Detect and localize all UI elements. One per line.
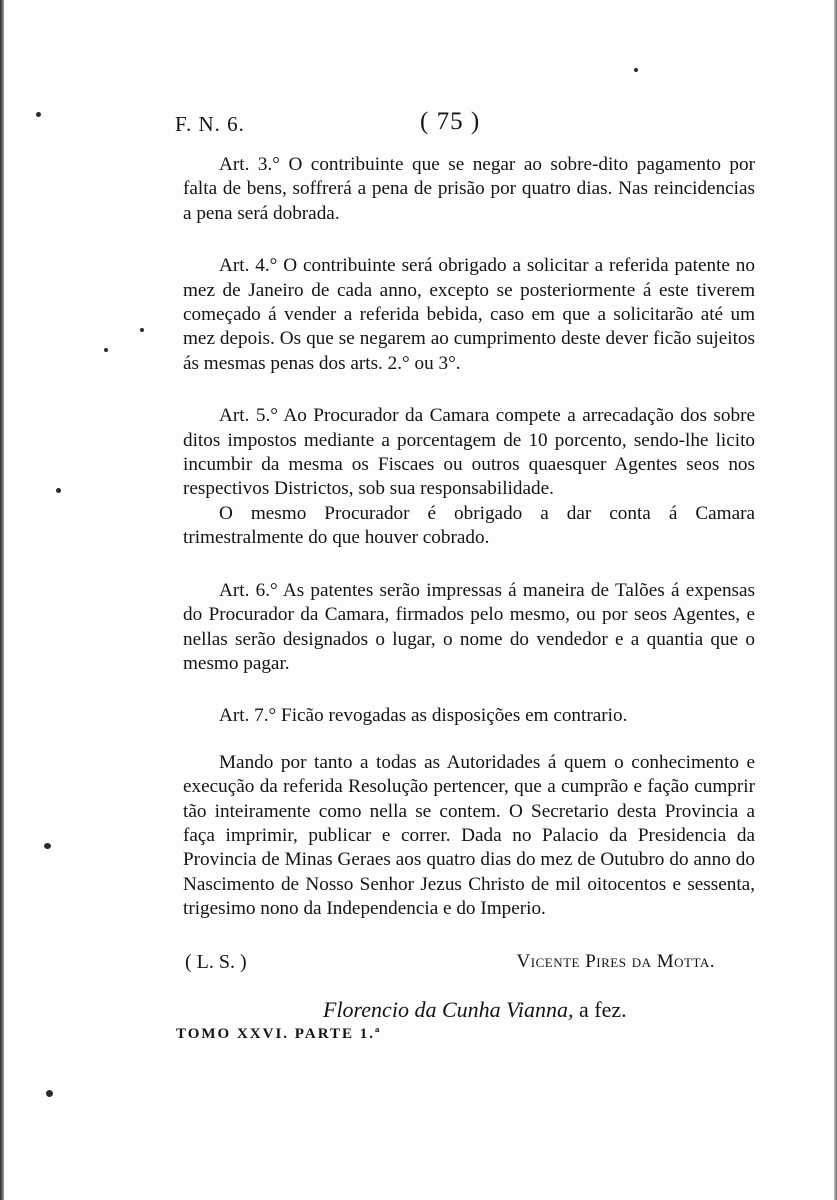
ink-speck: [44, 843, 51, 849]
ink-speck: [46, 1090, 53, 1097]
article-7: Art. 7.° Ficão revogadas as disposições em contrario.: [219, 705, 628, 727]
signatory-name: Vicente Pires da Motta.: [516, 950, 715, 972]
seal-mark: ( L. S. ): [185, 950, 247, 973]
page-edge-left: [0, 0, 4, 1200]
article-5: Art. 5.° Ao Procurador da Camara compete a arrecadação dos sobre ditos impostos mediante a porcentagem de 10 porcento, sendo-lhe licito incumbir da mesma os Fiscaes ou outros quaesquer Agentes seos nos respectivos Districtos, sob sua responsabilidade.: [183, 405, 755, 500]
enactment-clause: Mando por tanto a todas as Autoridades á quem o conhecimento e execução da referida Resolução pertencer, que a cumprão e fação cumprir tão inteiramente como nella se contem. O Secretario desta Provincia a faça imprimir, publicar e correr. Dada no Palacio da Presidencia da Provincia de Minas Geraes aos quatro dias do mez de Outubro do anno do Nascimento de Nosso Senhor Jezus Christo de mil oitocentos e sessenta, trigesimo nono da Independencia e do Imperio.: [183, 751, 755, 920]
ink-speck: [634, 68, 638, 72]
ink-speck: [104, 348, 108, 352]
ink-speck: [56, 488, 61, 493]
volume-footer: TOMO XXVI. PARTE 1.ª: [176, 1026, 382, 1042]
article-4: Art. 4.° O contribuinte será obrigado a solicitar a referida patente no mez de Janeiro de cada anno, excepto se posteriormente á este tiverem começado á vender a referida bebida, caso em que a solicitarão até um mez depois. Os que se negarem ao cumprimento deste dever ficão sujeitos ás mesmas penas dos arts. 2.° ou 3°.: [183, 255, 755, 374]
page-number: ( 75 ): [420, 108, 481, 135]
scribe-line: [323, 998, 755, 1022]
scribe-suffix: a fez.: [579, 996, 627, 1022]
article-5-continuation: O mesmo Procurador é obrigado a dar conta á Camara trimestralmente do que houver cobrado.: [183, 502, 755, 549]
article-6: Art. 6.° As patentes serão impressas á maneira de Talões á expensas do Procurador da Camara, firmados pelo mesmo, ou por seos Agentes, e nellas serão designados o lugar, o nome do vendedor e a quantia que o mesmo pagar.: [183, 579, 755, 674]
ink-speck: [140, 328, 144, 332]
page-code: F. N. 6.: [175, 112, 245, 136]
page-header: [175, 108, 735, 144]
scribe-name: Florencio da Cunha Vianna,: [323, 996, 574, 1022]
ink-speck: [36, 112, 41, 117]
page-body: [183, 153, 755, 1022]
signature-row: [183, 950, 755, 984]
article-3: Art. 3.° O contribuinte que se negar ao sobre-dito pagamento por falta de bens, soffrerá a pena de prisão por quatro dias. Nas reincidencias a pena será dobrada.: [183, 154, 755, 224]
